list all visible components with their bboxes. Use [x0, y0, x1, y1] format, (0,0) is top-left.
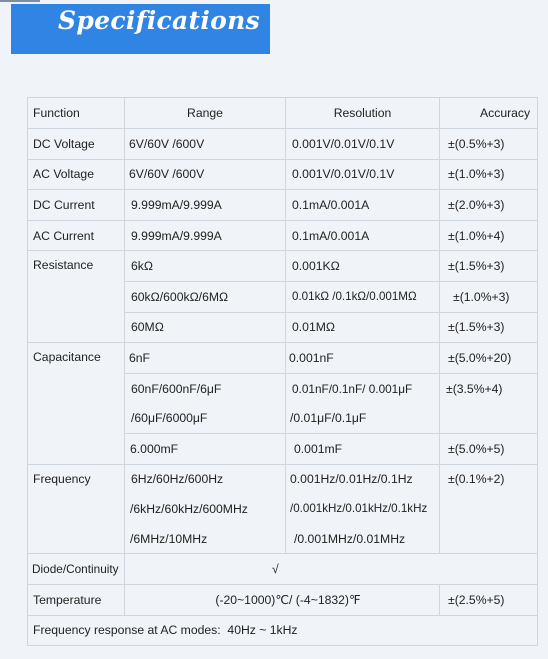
range-cell: 60kΩ/600kΩ/6MΩ — [125, 281, 286, 312]
function-cell: DC Current — [28, 190, 125, 221]
resolution-cell: 0.001V/0.01V/0.1V — [286, 159, 440, 190]
function-cell: Resistance — [28, 251, 125, 343]
header-accuracy: Accuracy — [440, 98, 538, 129]
table-row — [28, 159, 538, 190]
table-row — [28, 251, 538, 282]
resolution-cell: 0.01MΩ — [286, 312, 440, 343]
range-cell: 60MΩ — [125, 312, 286, 343]
function-cell: Capacitance — [28, 343, 125, 464]
function-cell: Frequency — [28, 464, 125, 554]
range-cell: 6Hz/60Hz/600Hz — [125, 464, 286, 494]
accuracy-cell: ±(2.0%+3) — [440, 190, 538, 221]
range-cell: /6MHz/10MHz — [125, 524, 286, 554]
header-row — [28, 98, 538, 129]
resolution-cell: 0.001V/0.01V/0.1V — [286, 129, 440, 160]
accuracy-cell — [440, 403, 538, 433]
accuracy-cell: ±(1.0%+3) — [440, 281, 538, 312]
resolution-cell: 0.001mF — [286, 433, 440, 464]
function-cell: Diode/Continuity — [28, 554, 125, 585]
table-row — [28, 615, 538, 646]
accuracy-cell: ±(0.1%+2) — [440, 464, 538, 494]
function-cell: Temperature — [28, 584, 125, 615]
range-cell: 6V/60V /600V — [125, 129, 286, 160]
range-cell: 9.999mA/9.999A — [125, 190, 286, 221]
accuracy-cell — [440, 494, 538, 524]
resolution-cell: 0.01kΩ /0.1kΩ/0.001MΩ — [286, 281, 440, 312]
resolution-cell: 0.1mA/0.001A — [286, 190, 440, 221]
header-function: Function — [28, 98, 125, 129]
resolution-cell: /0.01μF/0.1μF — [286, 403, 440, 433]
resolution-cell: 0.001nF — [286, 343, 440, 374]
table-row — [28, 129, 538, 160]
range-cell: 6.000mF — [125, 433, 286, 464]
resolution-cell: 0.01nF/0.1nF/ 0.001μF — [286, 373, 440, 403]
resolution-cell: /0.001MHz/0.01MHz — [286, 524, 440, 554]
range-cell: 6V/60V /600V — [125, 159, 286, 190]
range-cell: /6kHz/60kHz/600MHz — [125, 494, 286, 524]
function-cell: AC Current — [28, 220, 125, 251]
function-cell: AC Voltage — [28, 159, 125, 190]
accuracy-cell — [440, 524, 538, 554]
header-resolution: Resolution — [286, 98, 440, 129]
specifications-banner — [11, 4, 270, 54]
table-row — [28, 190, 538, 221]
header-range: Range — [125, 98, 286, 129]
accuracy-cell: ±(5.0%+20) — [440, 343, 538, 374]
table-row — [28, 554, 538, 585]
temperature-value-cell: (-20~1000)℃/ (-4~1832)℉ — [125, 584, 440, 615]
accuracy-cell: ±(2.5%+5) — [440, 584, 538, 615]
table-row — [28, 464, 538, 494]
specifications-table — [27, 97, 538, 646]
function-cell: DC Voltage — [28, 129, 125, 160]
accuracy-cell: ±(0.5%+3) — [440, 129, 538, 160]
top-left-divider — [0, 0, 40, 2]
resolution-cell: 0.001KΩ — [286, 251, 440, 282]
resolution-cell: /0.001kHz/0.01kHz/0.1kHz — [286, 494, 440, 524]
range-cell: 6kΩ — [125, 251, 286, 282]
table-row — [28, 584, 538, 615]
accuracy-cell: ±(1.5%+3) — [440, 251, 538, 282]
range-cell: 60nF/600nF/6μF — [125, 373, 286, 403]
range-cell: 6nF — [125, 343, 286, 374]
frequency-response-note: Frequency response at AC modes: 40Hz ~ 1kHz — [28, 615, 538, 646]
accuracy-cell: ±(1.0%+4) — [440, 220, 538, 251]
resolution-cell: 0.001Hz/0.01Hz/0.1Hz — [286, 464, 440, 494]
table-row — [28, 343, 538, 374]
range-cell: /60μF/6000μF — [125, 403, 286, 433]
range-cell: 9.999mA/9.999A — [125, 220, 286, 251]
accuracy-cell: ±(1.0%+3) — [440, 159, 538, 190]
resolution-cell: 0.1mA/0.001A — [286, 220, 440, 251]
table-row — [28, 220, 538, 251]
diode-value-cell: √ — [125, 554, 538, 585]
accuracy-cell: ±(5.0%+5) — [440, 433, 538, 464]
accuracy-cell: ±(3.5%+4) — [440, 373, 538, 403]
accuracy-cell: ±(1.5%+3) — [440, 312, 538, 343]
banner-title: Specifications — [58, 6, 261, 35]
